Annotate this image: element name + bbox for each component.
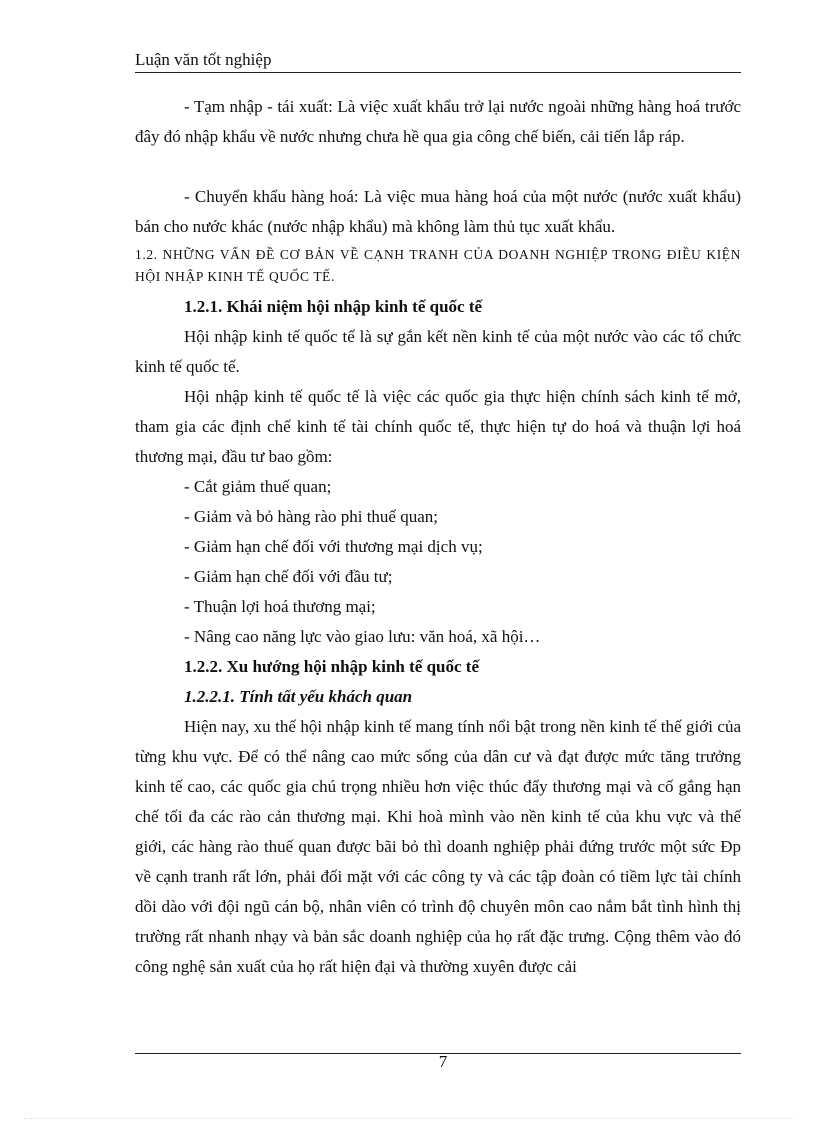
section-heading-1-2: 1.2. NHỮNG VẤN ĐỀ CƠ BẢN VỀ CẠNH TRANH CỦA DOANH NGHIỆP TRONG ĐIỀU KIỆN HỘI NHẬP KINH TẾ QUỐC TẾ. [135, 247, 741, 284]
heading-1-2-2: 1.2.2. Xu hướng hội nhập kinh tế quốc tế [184, 657, 480, 676]
paragraph-definition-2: Hội nhập kinh tế quốc tế là việc các quốc gia thực hiện chính sách kinh tế mở, tham gia các định chế kinh tế tài chính quốc tế, thực hiện tự do hoá và thuận lợi hoá thương mại, đầu tư bao gồm: [135, 387, 741, 466]
list-item: - Giảm hạn chế đối với đầu tư; [184, 567, 393, 586]
page-edge-divider [24, 1118, 794, 1119]
list-item: - Giảm và bỏ hàng rào phi thuế quan; [184, 507, 438, 526]
list-item: - Nâng cao năng lực vào giao lưu: văn hoá, xã hội… [184, 627, 541, 646]
paragraph-tam-nhap: - Tạm nhập - tái xuất: Là việc xuất khẩu trở lại nước ngoài những hàng hoá trước đây đó nhập khẩu về nước nhưng chưa hề qua gia công chế biến, cải tiến lắp ráp. [135, 97, 741, 146]
page-number: 7 [438, 1052, 448, 1071]
paragraph-definition-1: Hội nhập kinh tế quốc tế là sự gắn kết nền kinh tế của một nước vào các tổ chức kinh tế quốc tế. [135, 327, 741, 376]
paragraph-tinh-tat-yeu: Hiện nay, xu thế hội nhập kinh tế mang tính nổi bật trong nền kinh tế thế giới của từng khu vực. Để có thể nâng cao mức sống của dân cư và đạt được mức tăng trưởng kinh tế cao, các quốc gia chú trọng nhiều hơn việc thúc đẩy thương mại và cố gắng hạn chế tối đa các rào cản thương mại. Khi hoà mình vào nền kinh tế của khu vực và thế giới, các hàng rào thuế quan được bãi bỏ thì doanh nghiệp phải đứng trước một sức Đp về cạnh tranh rất lớn, phải đối mặt với các công ty và các tập đoàn có tiềm lực tài chính dồi dào với đội ngũ cán bộ, nhân viên có trình độ chuyên môn cao nắm bắt tình hình thị trường rất nhanh nhạy và bản sắc doanh nghiệp của họ rất đặc trưng. Cộng thêm vào đó công nghệ sản xuất của họ rất hiện đại và thường xuyên được cải [135, 717, 741, 976]
heading-1-2-1: 1.2.1. Khái niệm hội nhập kinh tế quốc tế [184, 297, 483, 316]
header-title: Luận văn tốt nghiệp [135, 50, 272, 69]
list-item: - Giảm hạn chế đối với thương mại dịch vụ; [184, 537, 483, 556]
list-item: - Thuận lợi hoá thương mại; [184, 597, 376, 616]
header-rule [135, 72, 741, 73]
list-item: - Cắt giảm thuế quan; [184, 477, 332, 496]
paragraph-chuyen-khau: - Chuyển khẩu hàng hoá: Là việc mua hàng hoá của một nước (nước xuất khẩu) bán cho nước khác (nước nhập khẩu) mà không làm thủ tục xuất khẩu. [135, 187, 741, 236]
heading-1-2-2-1: 1.2.2.1. Tính tất yếu khách quan [184, 687, 413, 706]
